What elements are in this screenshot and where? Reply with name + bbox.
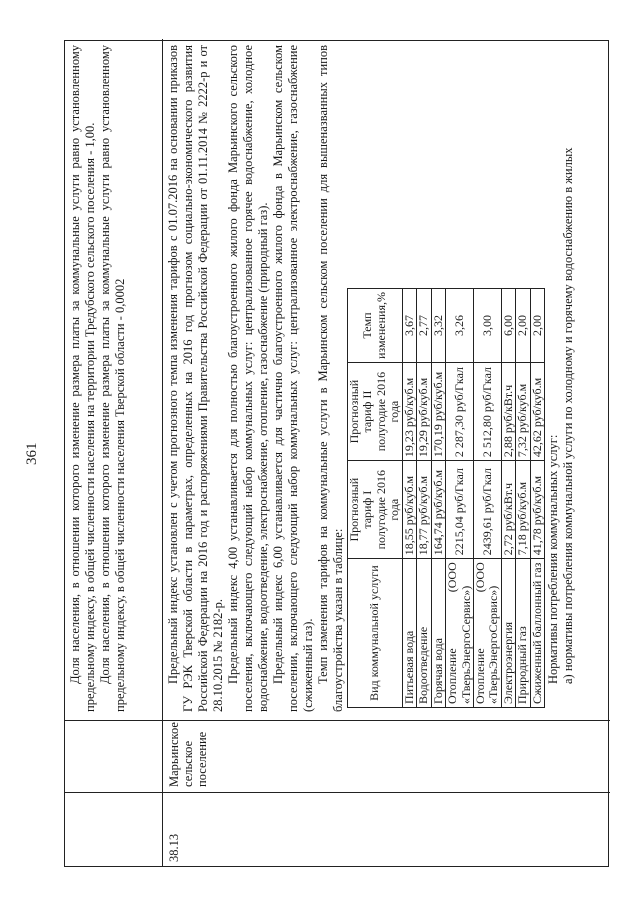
settlement-cell [65,720,163,792]
rate-cell: 2,00 [530,289,544,363]
tariff-h2-cell: 7,32 руб/куб.м [516,363,530,461]
tariff-h1-cell: 164,74 руб/куб.м [431,461,445,559]
table-row [446,289,474,708]
service-cell: Сжиженный баллонный газ [530,559,544,708]
paragraph: Доля населения, в отношении которого изменение размера платы за коммунальные услуги равно установленному предельному индексу, в общей численности населения на территории Тредубского сельского поселения - 1,00. [68,45,97,712]
row-number-cell [65,792,163,866]
tariff-h1-cell: 18,55 руб/куб.м [402,461,416,559]
tariff-h2-cell: 170,19 руб/куб.м [431,363,445,461]
settlement-cell: Марьинское сельское поселение [163,720,610,792]
rate-cell: 3,32 [431,289,445,363]
description-cell-top [65,39,163,720]
header-cell: Темп изменения,% [348,289,403,363]
rate-cell: 3,67 [402,289,416,363]
tariff-h2-cell: 19,23 руб/куб.м [402,363,416,461]
table-row [473,289,501,708]
paragraph: Темп изменения тарифов на коммунальные услуги в Марьинском сельском поселении для вышеназванных типов благоустройства указан в таблице: [316,45,345,712]
paragraph: а) нормативы потребления коммунальной услуги по холодному и горячему водоснабжению в жилых [561,147,576,684]
rate-cell: 3,26 [446,289,474,363]
tariff-h1-cell: 18,77 руб/куб.м [417,461,431,559]
rate-cell: 2,00 [516,289,530,363]
rate-cell: 2,77 [417,289,431,363]
service-cell: Природный газ [516,559,530,708]
tariff-h1-cell: 2,72 руб/кВт.ч [501,461,515,559]
paragraph: Предельный индекс 6,00 устанавливается для частично благоустроенного жилого фонда в Марьинском сельском поселении, включающего следующий набор коммунальных услуг: централизованное электроснабжение, газоснабжение (сжиженный газ). [271,45,315,712]
header-cell: Прогнозный тариф II полугодие 2016 года [348,363,403,461]
paragraph: Нормативы потребления коммунальных услуг: [546,434,561,684]
header-cell: Вид коммунальной услуги [348,559,403,708]
description-cell-main [163,39,610,720]
tariff-h1-cell: 41,78 руб/куб.м [530,461,544,559]
row-number-cell: 38.13 [163,792,610,866]
tariff-h2-cell: 2,88 руб/кВт.ч [501,363,515,461]
paragraph: Доля населения, в отношении которого изменение размера платы за коммунальные услуги равно установленному предельному индексу, в общей численности населения Тверской области - 0,0002 [98,45,127,712]
rate-cell: 6,00 [501,289,515,363]
tariff-h1-cell: 2215,04 руб/Гкал [446,461,474,559]
service-cell: Питьевая вода [402,559,416,708]
service-cell: Водоотведение [417,559,431,708]
document-table [64,40,609,867]
tariff-h2-cell: 42,62 руб/куб.м [530,363,544,461]
table-row [501,289,515,708]
tariff-h1-cell: 7,18 руб/куб.м [516,461,530,559]
table-row [516,289,530,708]
tariff-h2-cell: 2 287,30 руб/Гкал [446,363,474,461]
paragraph: Предельный индекс установлен с учетом прогнозного темпа изменения тарифов с 01.07.2016 на основании приказов ГУ РЭК Тверской области в параметрах, определенных на 2016 год прогнозом социально-экономического развития Российской Федерации на 2016 год и распоряжениями Правительства Российской Федерации от 01.11.2014 № 2222-р и от 28.10.2015 № 2182-р. [166,45,225,712]
table-row [402,289,416,708]
rate-cell: 3,00 [473,289,501,363]
paragraph: Предельный индекс 4,00 устанавливается для полностью благоустроенного жилого фонда Марьинского сельского поселения, включающего следующий набор коммунальных услуг: централизованное горячее водоснабжение, холодное водоснабжение, водоотведение, электроснабжение, отопление, газоснабжение (природный газ). [226,45,270,712]
tariff-table-header-row [348,289,403,708]
tariff-h1-cell: 2439,61 руб/Гкал [473,461,501,559]
page-number: 361 [24,442,40,465]
tariff-h2-cell: 19,29 руб/куб.м [417,363,431,461]
table-row [431,289,445,708]
service-cell: Отопление (ООО «ТверьЭнергоСервис») [446,559,474,708]
table-row [417,289,431,708]
service-cell: Электроэнергия [501,559,515,708]
service-cell: Отопление (ООО «ТверьЭнергоСервис») [473,559,501,708]
table-row [530,289,544,708]
tariff-h2-cell: 2 512,80 руб/Гкал [473,363,501,461]
tariff-table [347,288,545,708]
header-cell: Прогнозный тариф I полугодие 2016 года [348,461,403,559]
service-cell: Горячая вода [431,559,445,708]
